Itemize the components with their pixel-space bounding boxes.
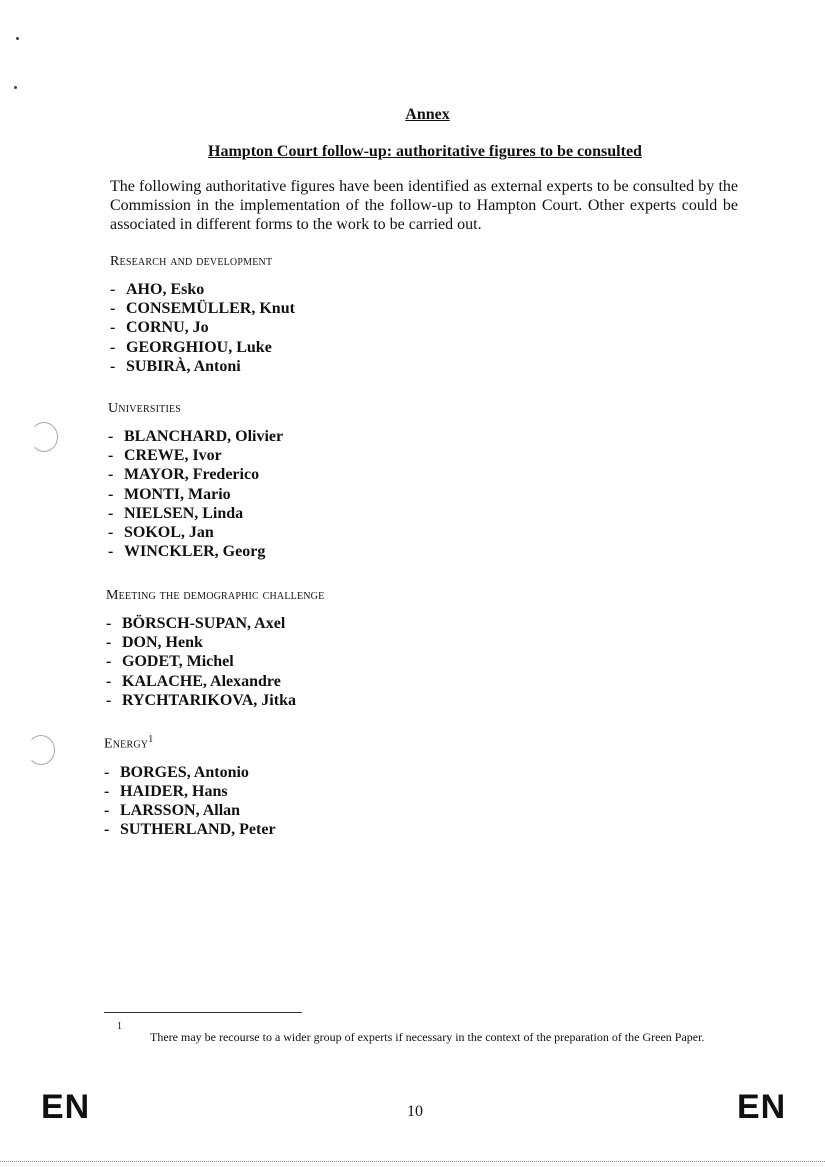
list-bullet: -	[108, 466, 114, 484]
list-bullet: -	[108, 428, 114, 445]
section-demographic-challenge	[106, 588, 706, 710]
list-bullet: -	[106, 634, 112, 652]
list-bullet: -	[104, 763, 110, 781]
expert-name: CONSEMÜLLER, Knut	[126, 300, 295, 318]
expert-name: MAYOR, Frederico	[124, 466, 260, 484]
section-heading	[108, 401, 708, 417]
list-item	[108, 485, 708, 504]
footnote-reference: 1	[148, 734, 154, 745]
list-item	[110, 318, 710, 337]
list-item	[110, 299, 710, 318]
expert-name: SUBIRÀ, Antoni	[126, 357, 241, 375]
list-item	[110, 357, 710, 376]
list-item	[108, 504, 708, 523]
expert-list	[104, 763, 704, 840]
list-bullet: -	[106, 653, 112, 671]
list-item	[110, 280, 710, 299]
language-code-left: EN	[41, 1088, 91, 1126]
footnote-divider	[104, 1012, 302, 1013]
expert-name: RYCHTARIKOVA, Jitka	[122, 691, 296, 709]
section-heading-text: Universities	[108, 401, 182, 416]
list-item	[106, 652, 706, 671]
list-bullet: -	[108, 485, 114, 503]
section-heading-text: Meeting the demographic challenge	[106, 588, 325, 603]
list-item	[104, 801, 704, 820]
list-item	[106, 614, 706, 633]
intro-paragraph: The following authoritative figures have been identified as external experts to be consulted by the Commission in the implementation of the follow-up to Hampton Court. Other experts could be associated in different forms to the work to be carried out.	[110, 178, 738, 233]
list-item	[110, 338, 710, 357]
list-item	[108, 542, 708, 561]
section-heading-text: Research and development	[110, 254, 273, 269]
expert-name: GEORGHIOU, Luke	[126, 338, 272, 356]
expert-name: GODET, Michel	[122, 653, 234, 671]
list-bullet: -	[106, 615, 112, 632]
expert-name: AHO, Esko	[126, 281, 205, 298]
list-bullet: -	[110, 357, 116, 375]
scan-speck	[14, 86, 17, 89]
expert-list	[106, 614, 706, 710]
list-item	[106, 691, 706, 710]
punch-hole	[30, 422, 58, 452]
page-number: 10	[407, 1103, 423, 1120]
expert-name: BLANCHARD, Olivier	[124, 428, 284, 445]
list-bullet: -	[110, 319, 116, 337]
expert-name: NIELSEN, Linda	[124, 504, 244, 522]
scan-speck	[16, 37, 19, 40]
list-item	[108, 465, 708, 484]
expert-name: LARSSON, Allan	[120, 802, 241, 820]
footnote-marker: 1	[117, 1021, 122, 1032]
expert-name: KALACHE, Alexandre	[122, 672, 281, 690]
section-heading	[110, 254, 710, 270]
list-item	[104, 782, 704, 801]
expert-name: WINCKLER, Georg	[124, 543, 266, 561]
annex-title: Annex	[405, 106, 450, 123]
list-item	[106, 633, 706, 652]
section-heading	[106, 588, 706, 604]
list-bullet: -	[108, 524, 114, 542]
document-title: Hampton Court follow-up: authoritative figures to be consulted	[208, 143, 642, 160]
section-heading-text: Energy	[104, 736, 149, 752]
list-bullet: -	[104, 782, 110, 800]
language-code-right: EN	[737, 1088, 787, 1126]
expert-name: DON, Henk	[122, 634, 203, 652]
expert-name: BÖRSCH-SUPAN, Axel	[122, 615, 286, 632]
expert-name: CREWE, Ivor	[124, 447, 222, 465]
section-energy	[104, 734, 704, 839]
expert-name: SOKOL, Jan	[124, 524, 214, 542]
section-universities	[108, 401, 708, 561]
section-heading	[104, 734, 704, 753]
list-bullet: -	[106, 691, 112, 709]
list-bullet: -	[110, 300, 116, 318]
list-item	[104, 763, 704, 782]
list-bullet: -	[106, 672, 112, 690]
list-bullet: -	[110, 281, 116, 298]
list-bullet: -	[104, 802, 110, 820]
list-bullet: -	[110, 338, 116, 356]
punch-hole	[27, 735, 55, 765]
list-bullet: -	[108, 543, 114, 561]
section-research-and-development	[110, 254, 710, 376]
footnote-text: There may be recourse to a wider group of experts if necessary in the context of the preparation of the Green Paper.	[150, 1030, 705, 1044]
page-bottom-edge	[0, 1161, 825, 1162]
list-bullet: -	[104, 821, 110, 839]
expert-name: CORNU, Jo	[126, 319, 209, 337]
expert-name: BORGES, Antonio	[120, 763, 249, 781]
expert-name: HAIDER, Hans	[120, 782, 228, 800]
expert-name: MONTI, Mario	[124, 485, 231, 503]
list-item	[104, 820, 704, 839]
list-item	[108, 427, 708, 446]
list-item	[108, 446, 708, 465]
expert-list	[110, 280, 710, 376]
list-item	[108, 523, 708, 542]
list-item	[106, 672, 706, 691]
list-bullet: -	[108, 447, 114, 465]
expert-name: SUTHERLAND, Peter	[120, 821, 276, 839]
list-bullet: -	[108, 504, 114, 522]
expert-list	[108, 427, 708, 561]
